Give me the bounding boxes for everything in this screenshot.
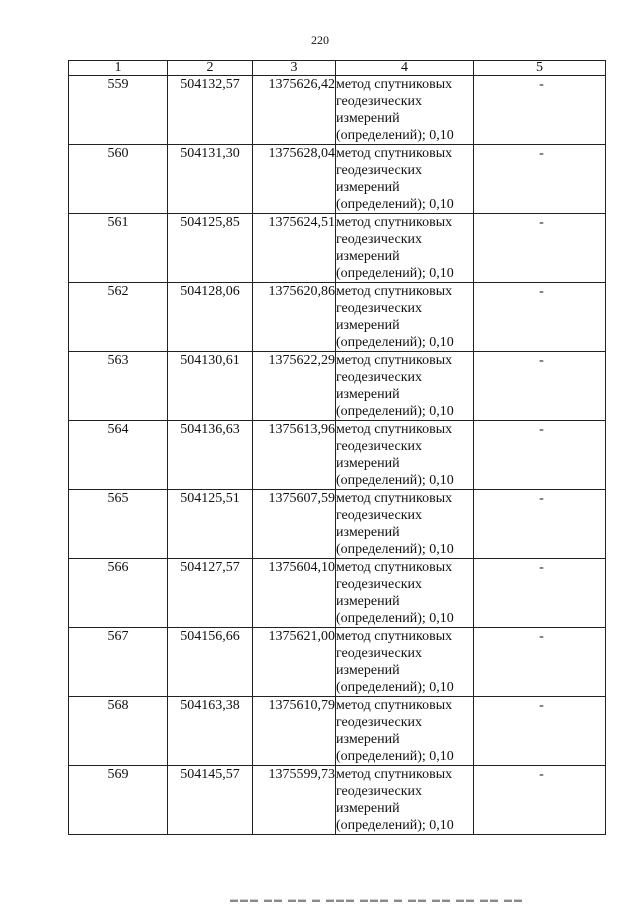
method-cell: метод спутниковых геодезических измерений (определений); 0,10 [336,421,474,490]
note-cell [474,352,606,421]
method-cell: метод спутниковых геодезических измерений (определений); 0,10 [336,490,474,559]
y-coordinate-cell: 1375621,00 [253,628,336,697]
y-coordinate-cell: 1375610,79 [253,697,336,766]
note-cell [474,559,606,628]
note-cell [474,214,606,283]
method-cell: метод спутниковых геодезических измерений (определений); 0,10 [336,628,474,697]
table-header-row [69,61,606,76]
note-value: - [539,560,544,575]
point-number-cell: 562 [69,283,168,352]
method-cell: метод спутниковых геодезических измерений (определений); 0,10 [336,697,474,766]
note-value: - [539,353,544,368]
table-row [69,76,606,145]
x-coordinate-cell: 504125,85 [168,214,253,283]
table-row [69,352,606,421]
note-value: - [539,146,544,161]
point-number-cell: 564 [69,421,168,490]
header-col-2: 2 [168,61,253,76]
table-body [69,76,606,835]
method-cell: метод спутниковых геодезических измерений (определений); 0,10 [336,76,474,145]
header-col-3: 3 [253,61,336,76]
header-col-5: 5 [474,61,606,76]
note-cell [474,697,606,766]
note-value: - [539,698,544,713]
note-cell [474,628,606,697]
table-row [69,628,606,697]
note-cell [474,283,606,352]
y-coordinate-cell: 1375622,29 [253,352,336,421]
x-coordinate-cell: 504131,30 [168,145,253,214]
note-value: - [539,491,544,506]
note-value: - [539,215,544,230]
table-row [69,766,606,835]
header-col-4: 4 [336,61,474,76]
point-number-cell: 566 [69,559,168,628]
note-value: - [539,767,544,782]
method-cell: метод спутниковых геодезических измерений (определений); 0,10 [336,559,474,628]
y-coordinate-cell: 1375607,59 [253,490,336,559]
coordinates-table [68,60,606,835]
note-value: - [539,422,544,437]
method-cell: метод спутниковых геодезических измерений (определений); 0,10 [336,283,474,352]
point-number-cell: 563 [69,352,168,421]
point-number-cell: 560 [69,145,168,214]
note-cell [474,76,606,145]
x-coordinate-cell: 504145,57 [168,766,253,835]
table-row [69,697,606,766]
point-number-cell: 565 [69,490,168,559]
note-value: - [539,284,544,299]
table-row [69,490,606,559]
x-coordinate-cell: 504128,06 [168,283,253,352]
x-coordinate-cell: 504132,57 [168,76,253,145]
point-number-cell: 569 [69,766,168,835]
point-number-cell: 568 [69,697,168,766]
x-coordinate-cell: 504136,63 [168,421,253,490]
header-col-1: 1 [69,61,168,76]
footer-scan-marks: ▬▬▬ ▬▬ ▬▬ ▬ ▬▬▬ ▬▬▬ ▬ ▬▬ ▬▬ ▬▬ ▬▬ ▬▬ [230,895,524,904]
x-coordinate-cell: 504125,51 [168,490,253,559]
x-coordinate-cell: 504163,38 [168,697,253,766]
x-coordinate-cell: 504127,57 [168,559,253,628]
method-cell: метод спутниковых геодезических измерений (определений); 0,10 [336,352,474,421]
page-number: 220 [311,33,329,47]
point-number-cell: 559 [69,76,168,145]
table-row [69,214,606,283]
note-cell [474,145,606,214]
table-row [69,145,606,214]
y-coordinate-cell: 1375624,51 [253,214,336,283]
y-coordinate-cell: 1375626,42 [253,76,336,145]
method-cell: метод спутниковых геодезических измерений (определений); 0,10 [336,214,474,283]
note-cell [474,766,606,835]
x-coordinate-cell: 504156,66 [168,628,253,697]
y-coordinate-cell: 1375599,73 [253,766,336,835]
point-number-cell: 567 [69,628,168,697]
point-number-cell: 561 [69,214,168,283]
y-coordinate-cell: 1375620,86 [253,283,336,352]
y-coordinate-cell: 1375604,10 [253,559,336,628]
note-cell [474,421,606,490]
method-cell: метод спутниковых геодезических измерений (определений); 0,10 [336,145,474,214]
note-value: - [539,629,544,644]
table-row [69,559,606,628]
method-cell: метод спутниковых геодезических измерений (определений); 0,10 [336,766,474,835]
note-cell [474,490,606,559]
table-row [69,421,606,490]
table-row [69,283,606,352]
x-coordinate-cell: 504130,61 [168,352,253,421]
y-coordinate-cell: 1375613,96 [253,421,336,490]
note-value: - [539,77,544,92]
y-coordinate-cell: 1375628,04 [253,145,336,214]
